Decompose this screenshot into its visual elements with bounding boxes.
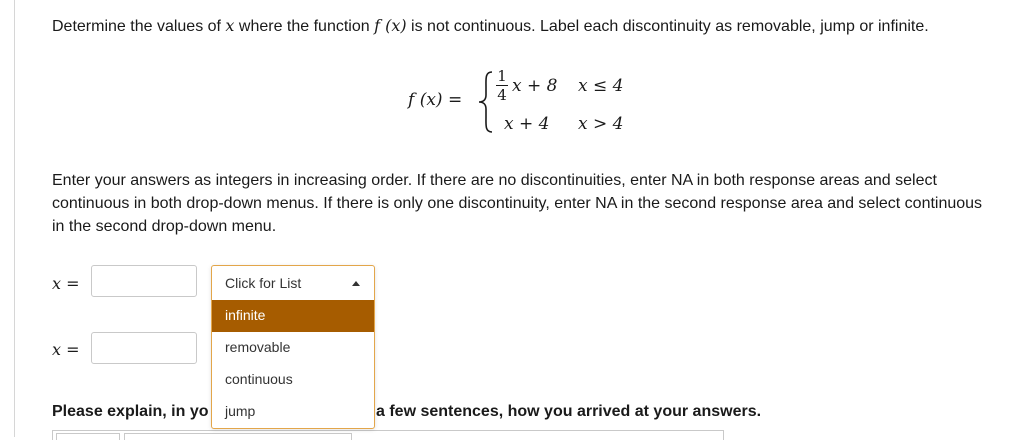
- answer-2-label: x =: [52, 340, 80, 359]
- dropdown-option-removable[interactable]: removable: [225, 339, 291, 355]
- fraction-denominator: 4: [497, 86, 507, 104]
- dropdown-option-jump[interactable]: jump: [225, 403, 256, 419]
- explain-prompt-left: Please explain, in yo: [52, 403, 209, 420]
- answer-1-input[interactable]: [91, 265, 197, 297]
- answer-2-input[interactable]: [91, 332, 197, 364]
- caret-up-icon: [352, 281, 360, 286]
- explain-prompt-right: a few sentences, how you arrived at your answers.: [376, 403, 762, 420]
- left-brace: [478, 71, 494, 133]
- question-text: [52, 16, 929, 36]
- question-function: f (x): [374, 16, 407, 35]
- case2-condition: x > 4: [578, 114, 624, 134]
- fraction-numerator: 1: [497, 67, 507, 85]
- fraction-one-quarter: [496, 68, 508, 103]
- dropdown-option-infinite[interactable]: infinite: [212, 300, 374, 332]
- piecewise-function: [408, 66, 648, 146]
- question-middle: where the function: [234, 18, 375, 35]
- question-prefix: Determine the values of: [52, 18, 226, 35]
- question-variable: x: [225, 16, 235, 35]
- dropdown-option-continuous[interactable]: continuous: [225, 371, 293, 387]
- dropdown-header[interactable]: [212, 266, 374, 300]
- case1-expression: x + 8: [512, 76, 558, 96]
- dropdown-placeholder: Click for List: [225, 275, 302, 291]
- instructions-text: Enter your answers as integers in increasing order. If there are no discontinuities, enter NA in both response areas and select continuous in both drop-down menus. If there is only one discontinuity, enter NA in the second response area and select continuous in the second drop-down menu.: [52, 172, 983, 235]
- case2-expression: x + 4: [504, 114, 550, 134]
- function-lhs: f (x) =: [408, 90, 463, 110]
- discontinuity-type-dropdown[interactable]: [211, 265, 375, 429]
- case1-condition: x ≤ 4: [578, 76, 624, 96]
- question-suffix: is not continuous. Label each discontinuity as removable, jump or infinite.: [406, 18, 929, 35]
- answer-1-label: x =: [52, 274, 80, 293]
